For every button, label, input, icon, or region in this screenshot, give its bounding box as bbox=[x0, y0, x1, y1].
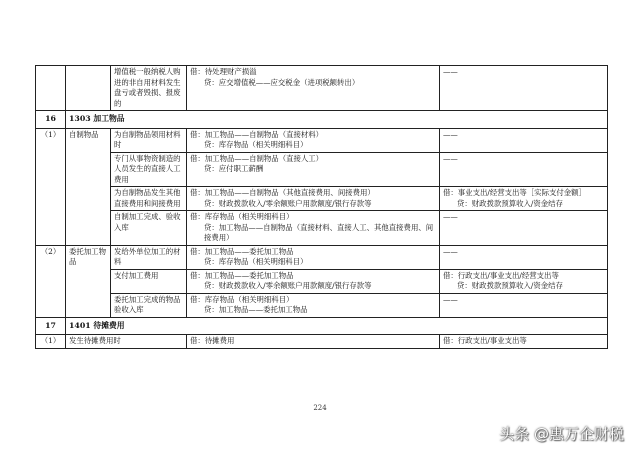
budget-entry-cell: —— bbox=[440, 211, 608, 246]
financial-entry-cell bbox=[187, 293, 440, 317]
budget-entry-cell bbox=[440, 269, 608, 293]
toutiao-logo-text-icon: 头条 @惠万企财税 bbox=[499, 424, 624, 443]
credit-line: 贷：库存物品（相关明细科目） bbox=[204, 257, 308, 266]
budget-entry-cell: —— bbox=[440, 66, 608, 111]
group-number: （1） bbox=[36, 128, 66, 245]
debit-line: 借：待摊费用 bbox=[190, 336, 235, 345]
budget-entry-cell: —— bbox=[440, 152, 608, 187]
section-title: 1303 加工物品 bbox=[66, 111, 608, 129]
credit-line: 贷：财政拨款收入/零余额账户用款额度/银行存款等 bbox=[204, 281, 372, 290]
debit-line: 借：事业支出/经营支出等［实际支付金额］ bbox=[443, 188, 586, 197]
credit-line: 贷：财政拨款预算收入/资金结存 bbox=[457, 281, 563, 290]
group-number: （2） bbox=[36, 245, 66, 317]
table-row bbox=[36, 293, 608, 317]
budget-entry-cell: —— bbox=[440, 128, 608, 152]
table-row bbox=[36, 211, 608, 246]
credit-line: 贷：财政拨款收入/零余额账户用款额度/银行存款等 bbox=[204, 198, 372, 208]
business-cell: 自制加工完成、验收入库 bbox=[111, 211, 187, 246]
financial-entry-cell bbox=[187, 269, 440, 293]
debit-line: 借：加工物品——自制物品（其他直接费用、间接费用） bbox=[190, 188, 375, 197]
debit-line: 借：加工物品——委托加工物品 bbox=[190, 246, 294, 256]
financial-entry-cell bbox=[187, 245, 440, 269]
section-number: 17 bbox=[36, 317, 66, 335]
budget-entry-cell bbox=[440, 335, 608, 349]
accounting-entries-table bbox=[35, 65, 608, 349]
table-row bbox=[36, 245, 608, 269]
business-cell: 增值税一般纳税人购进的非自用材料发生盘亏或者毁损、报废的 bbox=[111, 66, 187, 111]
debit-line: 借：行政支出/事业支出/经营支出等 bbox=[443, 270, 559, 280]
debit-line: 借：加工物品——委托加工物品 bbox=[190, 270, 294, 280]
table-row bbox=[36, 269, 608, 293]
table-row bbox=[36, 128, 608, 152]
index-cell bbox=[36, 66, 66, 111]
group-number: （1） bbox=[36, 335, 66, 349]
business-cell: 支付加工费用 bbox=[111, 269, 187, 293]
group-name: 委托加工物品 bbox=[66, 245, 111, 317]
business-cell: 发给外单位加工的材料 bbox=[111, 245, 187, 269]
credit-line: 贷：加工物品——自制物品（直接材料、直接人工、其他直接费用、间接费用） bbox=[204, 222, 434, 242]
credit-line: 贷：财政拨款预算收入/资金结存 bbox=[457, 198, 563, 208]
financial-entry-cell bbox=[187, 128, 440, 152]
debit-line: 借：加工物品——自制物品（直接人工） bbox=[190, 153, 324, 163]
budget-entry-cell: —— bbox=[440, 293, 608, 317]
section-header-row bbox=[36, 317, 608, 335]
credit-line: 贷：应交增值税——应交税金（进项税额转出） bbox=[204, 77, 360, 87]
table-row bbox=[36, 152, 608, 187]
financial-entry-cell bbox=[187, 335, 440, 349]
budget-entry-cell bbox=[440, 187, 608, 211]
debit-line: 借：库存物品（相关明细科目） bbox=[190, 294, 294, 304]
credit-line: 贷：应付职工薪酬 bbox=[204, 164, 264, 173]
watermark bbox=[499, 422, 624, 444]
budget-entry-cell: —— bbox=[440, 245, 608, 269]
table-row bbox=[36, 187, 608, 211]
business-cell: 委托加工完成的物品验收入库 bbox=[111, 293, 187, 317]
financial-entry-cell bbox=[187, 152, 440, 187]
debit-line: 借：待处理财产损溢 bbox=[190, 67, 257, 76]
table-row bbox=[36, 66, 608, 111]
section-title: 1401 待摊费用 bbox=[66, 317, 608, 335]
table-row bbox=[36, 335, 608, 349]
group-name: 自制物品 bbox=[66, 128, 111, 245]
financial-entry-cell bbox=[187, 187, 440, 211]
section-number: 16 bbox=[36, 111, 66, 129]
debit-line: 借：行政支出/事业支出等 bbox=[443, 336, 527, 345]
business-cell: 发生待摊费用时 bbox=[66, 335, 187, 349]
business-cell: 为自制物品领用材料时 bbox=[111, 128, 187, 152]
credit-line: 贷：加工物品——委托加工物品 bbox=[204, 305, 308, 314]
section-header-row bbox=[36, 111, 608, 129]
credit-line: 贷：库存物品（相关明细科目） bbox=[204, 140, 308, 149]
financial-entry-cell bbox=[187, 211, 440, 246]
page-number: 224 bbox=[313, 404, 327, 412]
financial-entry-cell bbox=[187, 66, 440, 111]
category-cell bbox=[66, 66, 111, 111]
business-cell: 专门从事物资制造的人员发生的直接人工费用 bbox=[111, 152, 187, 187]
business-cell: 为自制物品发生其他直接费用和间接费用 bbox=[111, 187, 187, 211]
debit-line: 借：加工物品——自制物品（直接材料） bbox=[190, 129, 324, 139]
debit-line: 借：库存物品（相关明细科目） bbox=[190, 212, 294, 221]
